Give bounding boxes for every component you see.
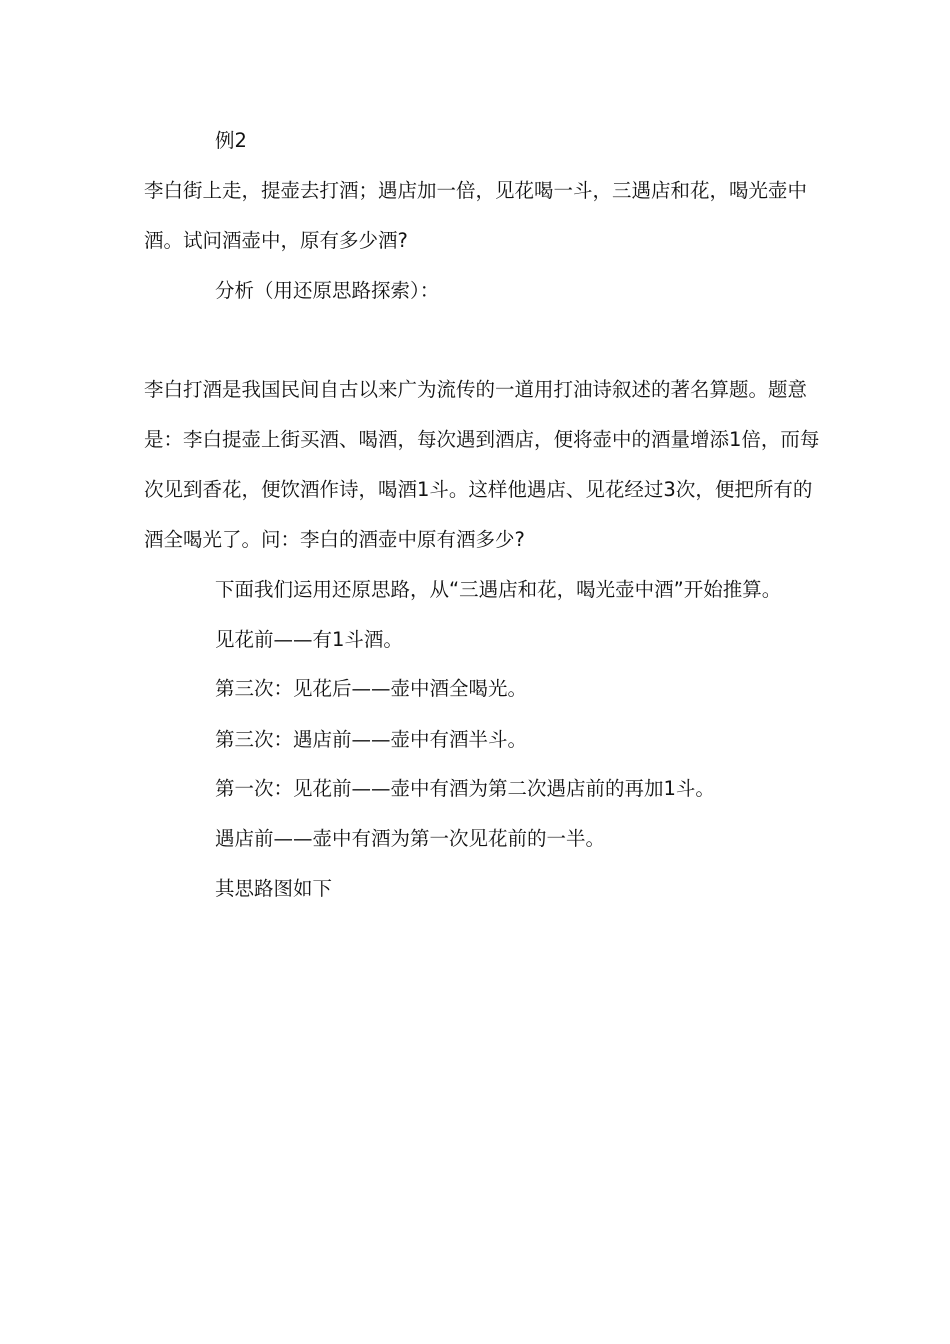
step-line-4: 第三次：遇店前——壶中有酒半斗。 [215, 728, 528, 751]
step-line-5: 第一次：见花前——壶中有酒为第二次遇店前的再加1斗。 [215, 777, 715, 800]
explanation-line-3: 次见到香花，便饮酒作诗，喝酒1斗。这样他遇店、见花经过3次，便把所有的 [144, 478, 813, 501]
step-line-6: 遇店前——壶中有酒为第一次见花前的一半。 [215, 827, 606, 850]
analysis-heading: 分析（用还原思路探索）： [215, 279, 440, 302]
step-line-1: 下面我们运用还原思路，从“三遇店和花，喝光壶中酒”开始推算。 [215, 578, 782, 601]
explanation-line-2: 是：李白提壶上街买酒、喝酒，每次遇到酒店，便将壶中的酒量增添1倍，而每 [144, 428, 820, 451]
example-title: 例2 [215, 129, 247, 152]
problem-line-1: 李白街上走，提壶去打酒；遇店加一倍，见花喝一斗，三遇店和花，喝光壶中 [144, 179, 808, 202]
explanation-line-4: 酒全喝光了。问：李白的酒壶中原有酒多少? [144, 528, 525, 551]
step-line-2: 见花前——有1斗酒。 [215, 628, 403, 651]
step-line-3: 第三次：见花后——壶中酒全喝光。 [215, 677, 528, 700]
explanation-line-1: 李白打酒是我国民间自古以来广为流传的一道用打油诗叙述的著名算题。题意 [144, 378, 808, 401]
step-line-7: 其思路图如下 [215, 877, 333, 900]
problem-line-2: 酒。试问酒壶中，原有多少酒? [144, 229, 408, 252]
